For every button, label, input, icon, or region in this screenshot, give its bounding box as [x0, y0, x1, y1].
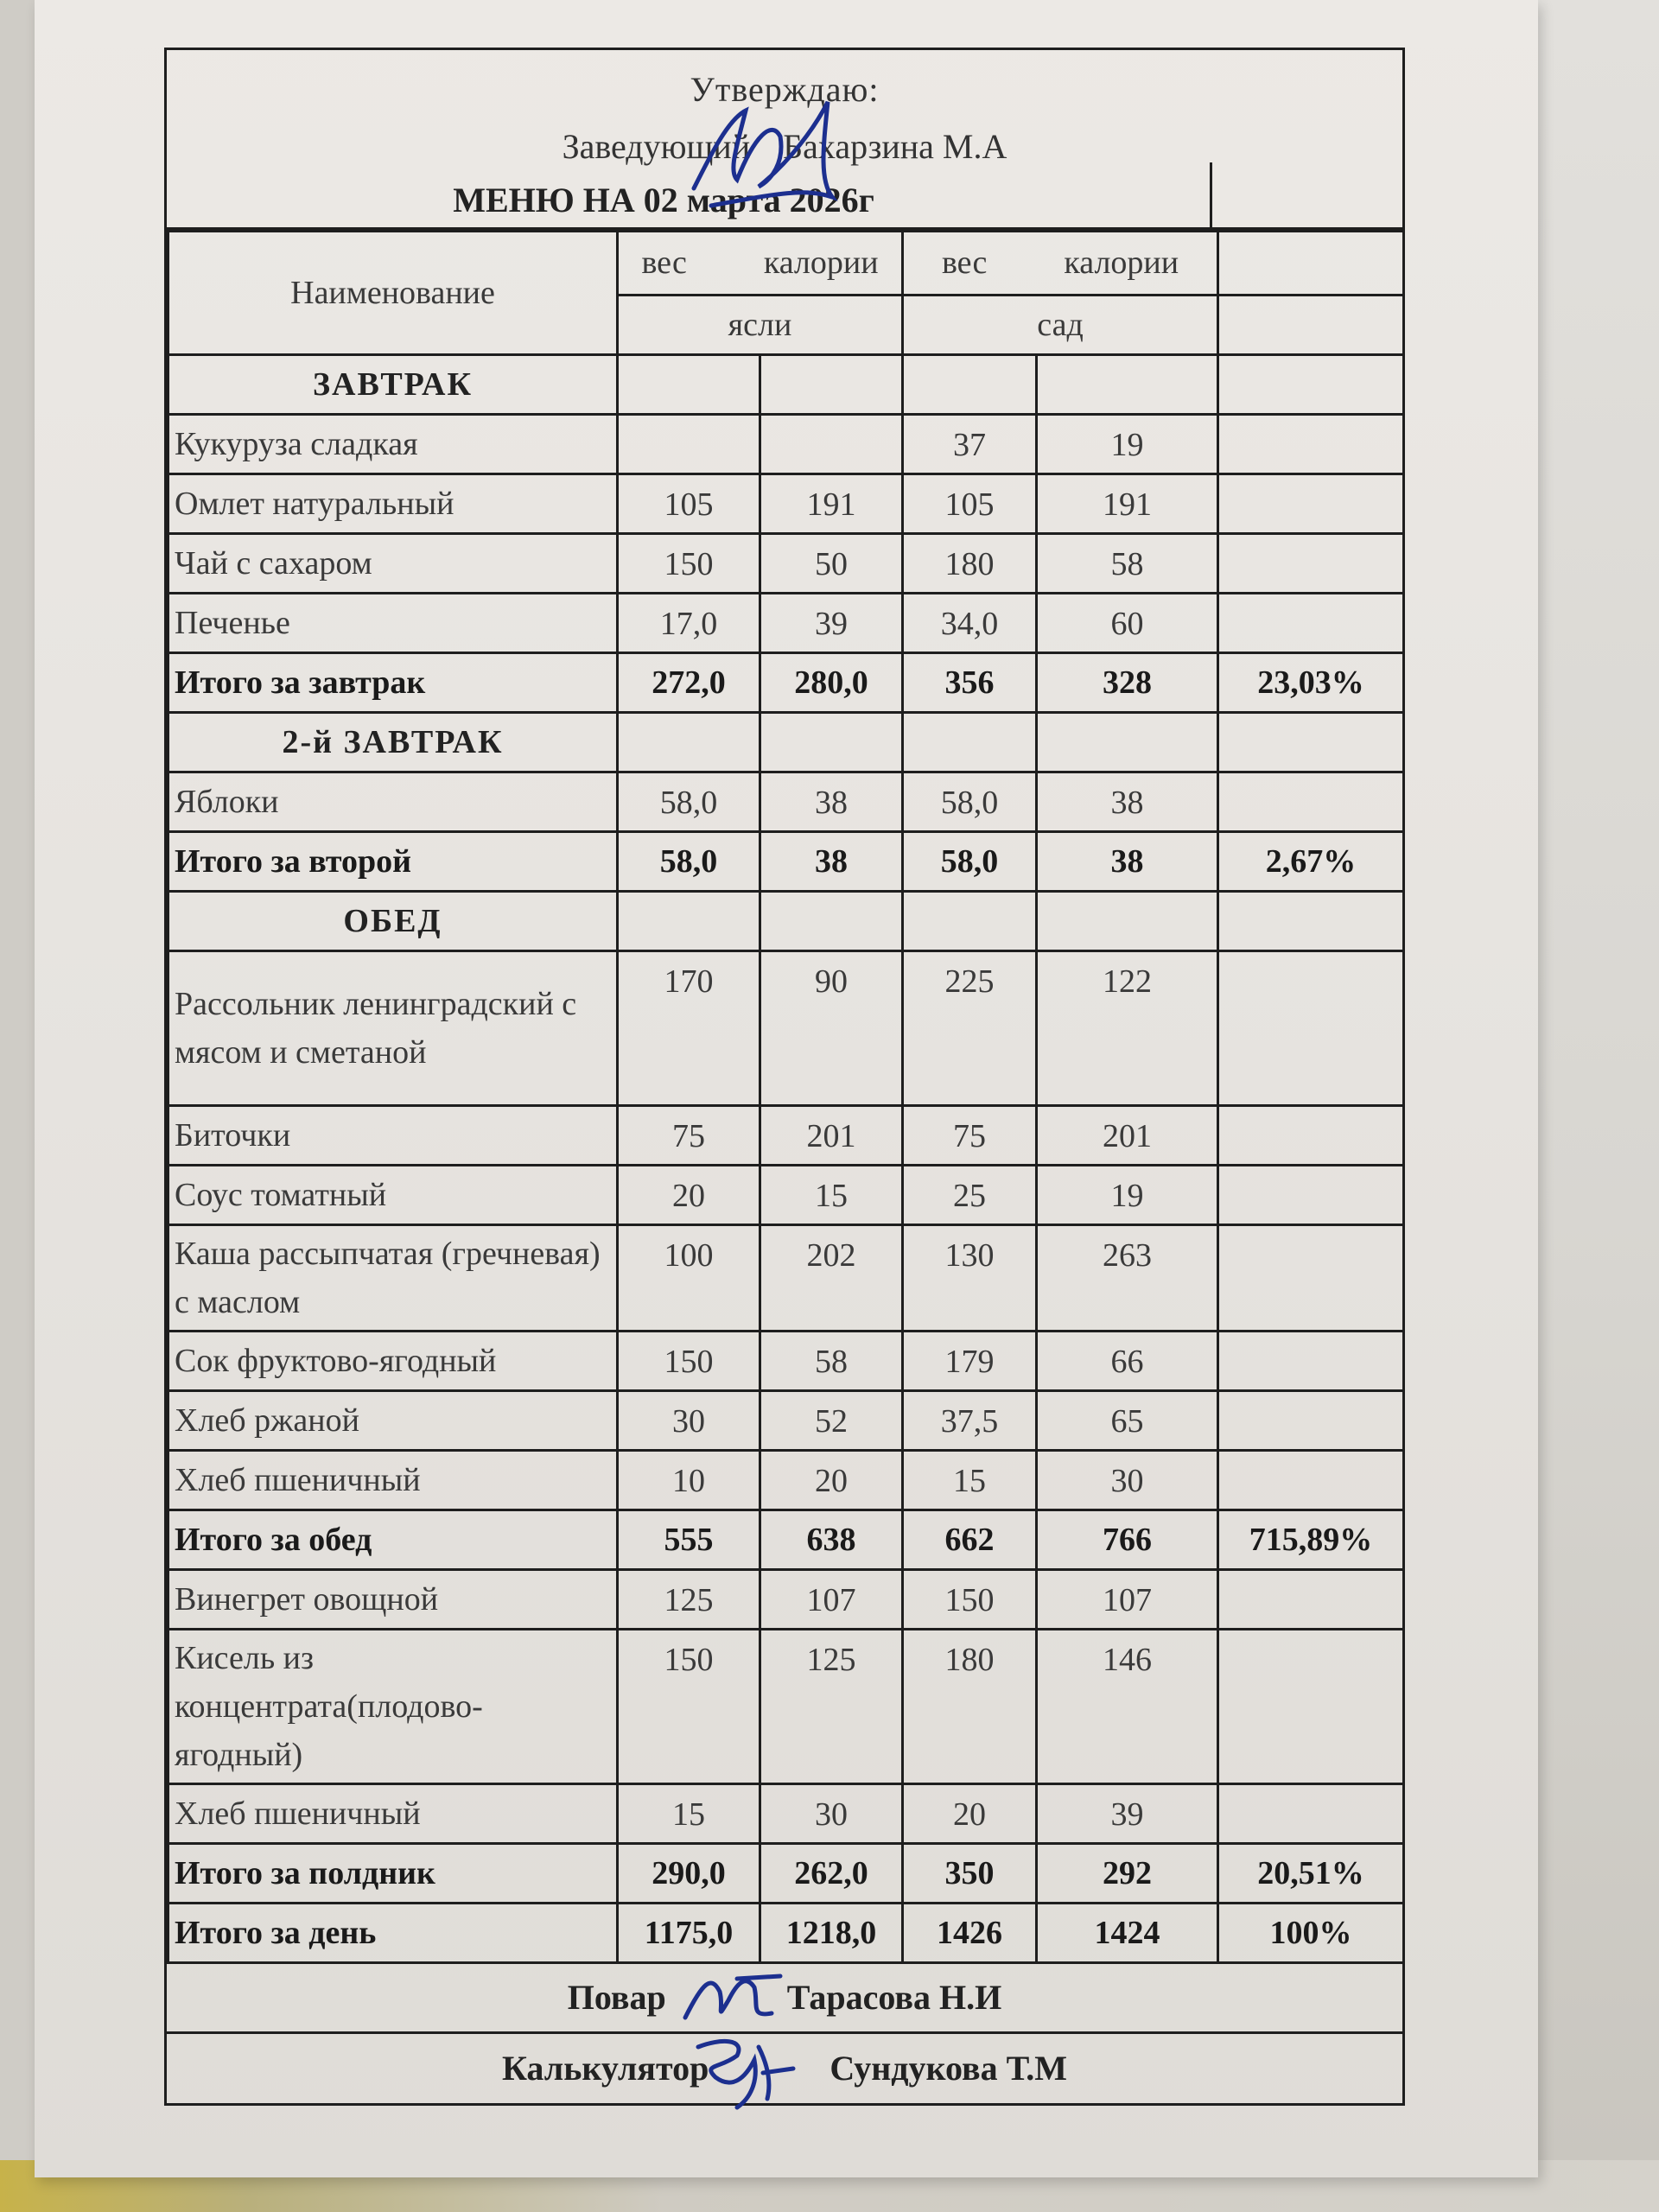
empty-cell: [618, 892, 760, 951]
total-row: [168, 832, 1404, 892]
section-title: ОБЕД: [168, 892, 618, 951]
table-row: [168, 1332, 1404, 1391]
dish-name: Хлеб пшеничный: [168, 1451, 618, 1510]
kindergarten-calories-cell: 39: [1037, 1784, 1218, 1844]
kindergarten-calories-cell: 146: [1037, 1630, 1218, 1784]
page-title: МЕНЮ НА 02 марта 2026г: [453, 181, 874, 219]
nursery-calories-cell: 125: [760, 1630, 903, 1784]
table-row: [168, 594, 1404, 653]
percent-cell: [1218, 594, 1404, 653]
nursery-calories-cell: 201: [760, 1106, 903, 1166]
dish-name: Яблоки: [168, 772, 618, 832]
empty-cell: [618, 355, 760, 415]
empty-cell: [1218, 355, 1404, 415]
kindergarten-calories-cell: 38: [1037, 772, 1218, 832]
total-row: [168, 1510, 1404, 1570]
dish-name: Соус томатный: [168, 1166, 618, 1225]
nursery-weight-cell: 30: [618, 1391, 760, 1451]
empty-cell: [1037, 355, 1218, 415]
nursery-calories-cell: 638: [760, 1510, 903, 1570]
section-row: [168, 892, 1404, 951]
percent-cell: [1218, 1630, 1404, 1784]
kindergarten-group-header: сад: [903, 295, 1218, 355]
table-row: [168, 534, 1404, 594]
empty-cell: [1218, 713, 1404, 772]
dish-name: Омлет натуральный: [168, 474, 618, 534]
percent-cell: [1218, 1784, 1404, 1844]
table-row: [168, 1630, 1404, 1784]
total-row: [168, 1844, 1404, 1904]
kindergarten-calories-cell: 201: [1037, 1106, 1218, 1166]
table-row: [168, 1451, 1404, 1510]
table-row: [168, 772, 1404, 832]
kindergarten-calories-cell: 191: [1037, 474, 1218, 534]
percent-header: [1218, 232, 1404, 296]
nursery-weight-cell: 75: [618, 1106, 760, 1166]
percent-cell: [1218, 1570, 1404, 1630]
dish-name: Хлеб ржаной: [168, 1391, 618, 1451]
nursery-calories-cell: 202: [760, 1225, 903, 1332]
calculator-name: Сундукова Т.М: [830, 2049, 1068, 2088]
nursery-weight-cell: 58,0: [618, 832, 760, 892]
kindergarten-weight-cell: 75: [903, 1106, 1037, 1166]
percent-group-header: [1218, 295, 1404, 355]
kindergarten-calories-cell: 263: [1037, 1225, 1218, 1332]
empty-cell: [760, 892, 903, 951]
kindergarten-calories-cell: 30: [1037, 1451, 1218, 1510]
nursery-weight-cell: 125: [618, 1570, 760, 1630]
nursery-calories-cell: 90: [760, 951, 903, 1106]
kindergarten-weight-cell: 20: [903, 1784, 1037, 1844]
table-row: [168, 951, 1404, 1106]
empty-cell: [760, 713, 903, 772]
cook-name: Тарасова Н.И: [786, 1978, 1002, 2017]
table-row: [168, 474, 1404, 534]
kindergarten-weight-cell: 58,0: [903, 772, 1037, 832]
kindergarten-weight-cell: 356: [903, 653, 1037, 713]
nursery-weight-cell: 150: [618, 1630, 760, 1784]
nursery-calories-cell: 1218,0: [760, 1904, 903, 1963]
nursery-weight-cell: 20: [618, 1166, 760, 1225]
kindergarten-weight-cell: 662: [903, 1510, 1037, 1570]
kindergarten-calories-cell: 38: [1037, 832, 1218, 892]
kindergarten-weight-header: вес: [941, 245, 988, 282]
kindergarten-calories-cell: 19: [1037, 415, 1218, 474]
head-name: Бахарзина М.А: [783, 127, 1007, 166]
kindergarten-weight-cell: 180: [903, 534, 1037, 594]
nursery-weight-cell: 1175,0: [618, 1904, 760, 1963]
percent-cell: 20,51%: [1218, 1844, 1404, 1904]
kindergarten-subheader: [903, 232, 1218, 296]
total-label: Итого за второй: [168, 832, 618, 892]
empty-cell: [903, 355, 1037, 415]
kindergarten-calories-cell: 65: [1037, 1391, 1218, 1451]
percent-cell: [1218, 1166, 1404, 1225]
nursery-weight-cell: 555: [618, 1510, 760, 1570]
dish-name: Печенье: [168, 594, 618, 653]
kindergarten-calories-cell: 292: [1037, 1844, 1218, 1904]
nursery-weight-cell: 10: [618, 1451, 760, 1510]
percent-cell: [1218, 951, 1404, 1106]
kindergarten-weight-cell: 150: [903, 1570, 1037, 1630]
empty-cell: [760, 355, 903, 415]
section-row: [168, 355, 1404, 415]
nursery-calories-header: калории: [763, 245, 879, 282]
background-right: [1529, 0, 1659, 2212]
empty-cell: [903, 892, 1037, 951]
nursery-calories-cell: 38: [760, 772, 903, 832]
calculator-signature-line: [167, 2034, 1402, 2103]
kindergarten-calories-header: калории: [1064, 245, 1179, 282]
cook-signature: [677, 1966, 789, 2035]
column-header-row: [168, 232, 1404, 296]
paper-sheet: [35, 0, 1538, 2177]
nursery-weight-cell: 272,0: [618, 653, 760, 713]
kindergarten-calories-cell: 66: [1037, 1332, 1218, 1391]
nursery-calories-cell: 52: [760, 1391, 903, 1451]
nursery-calories-cell: 30: [760, 1784, 903, 1844]
dish-name: Сок фруктово-ягодный: [168, 1332, 618, 1391]
dish-name: Хлеб пшеничный: [168, 1784, 618, 1844]
header-divider: [1210, 162, 1212, 227]
nursery-weight-cell: 15: [618, 1784, 760, 1844]
nursery-weight-header: вес: [641, 245, 687, 282]
dish-name: Винегрет овощной: [168, 1570, 618, 1630]
kindergarten-calories-cell: 766: [1037, 1510, 1218, 1570]
nursery-calories-cell: 58: [760, 1332, 903, 1391]
calculator-role: Калькулятор: [501, 2049, 709, 2088]
dish-name: Биточки: [168, 1106, 618, 1166]
kindergarten-weight-cell: 25: [903, 1166, 1037, 1225]
nursery-weight-cell: 100: [618, 1225, 760, 1332]
nursery-calories-cell: 15: [760, 1166, 903, 1225]
nursery-calories-cell: [760, 415, 903, 474]
percent-cell: [1218, 415, 1404, 474]
kindergarten-weight-cell: 179: [903, 1332, 1037, 1391]
empty-cell: [903, 713, 1037, 772]
head-line: [167, 126, 1402, 167]
table-row: [168, 1166, 1404, 1225]
section-row: [168, 713, 1404, 772]
nursery-calories-cell: 191: [760, 474, 903, 534]
dish-name: Каша рассыпчатая (гречневая) с маслом: [168, 1225, 618, 1332]
total-label: Итого за день: [168, 1904, 618, 1963]
percent-cell: [1218, 1451, 1404, 1510]
approve-label: Утверждаю:: [690, 70, 880, 109]
percent-cell: [1218, 534, 1404, 594]
kindergarten-calories-cell: 19: [1037, 1166, 1218, 1225]
percent-cell: 23,03%: [1218, 653, 1404, 713]
nursery-calories-cell: 39: [760, 594, 903, 653]
total-label: Итого за завтрак: [168, 653, 618, 713]
table-row: [168, 1225, 1404, 1332]
nursery-calories-cell: 280,0: [760, 653, 903, 713]
cook-signature-line: [167, 1964, 1402, 2034]
empty-cell: [1037, 713, 1218, 772]
kindergarten-weight-cell: 58,0: [903, 832, 1037, 892]
nursery-calories-cell: 107: [760, 1570, 903, 1630]
kindergarten-calories-cell: 58: [1037, 534, 1218, 594]
kindergarten-calories-cell: 60: [1037, 594, 1218, 653]
section-title: 2-й ЗАВТРАК: [168, 713, 618, 772]
menu-document: [164, 48, 1405, 2106]
table-row: [168, 1784, 1404, 1844]
percent-cell: [1218, 1106, 1404, 1166]
nursery-weight-cell: 150: [618, 1332, 760, 1391]
total-label: Итого за полдник: [168, 1844, 618, 1904]
kindergarten-weight-cell: 34,0: [903, 594, 1037, 653]
column-name-header: Наименование: [168, 232, 618, 355]
approval-header: [167, 50, 1402, 230]
total-row: [168, 1904, 1404, 1963]
total-label: Итого за обед: [168, 1510, 618, 1570]
kindergarten-weight-cell: 15: [903, 1451, 1037, 1510]
dish-name: Чай с сахаром: [168, 534, 618, 594]
nursery-calories-cell: 50: [760, 534, 903, 594]
nursery-calories-cell: 38: [760, 832, 903, 892]
percent-cell: 100%: [1218, 1904, 1404, 1963]
kindergarten-weight-cell: 350: [903, 1844, 1037, 1904]
percent-cell: [1218, 772, 1404, 832]
table-row: [168, 1570, 1404, 1630]
kindergarten-weight-cell: 1426: [903, 1904, 1037, 1963]
empty-cell: [1037, 892, 1218, 951]
kindergarten-calories-cell: 1424: [1037, 1904, 1218, 1963]
percent-cell: [1218, 1225, 1404, 1332]
kindergarten-calories-cell: 328: [1037, 653, 1218, 713]
percent-cell: 715,89%: [1218, 1510, 1404, 1570]
nursery-weight-cell: 17,0: [618, 594, 760, 653]
kindergarten-weight-cell: 105: [903, 474, 1037, 534]
dish-name: Рассольник ленинградский с мясом и сметаной: [168, 951, 618, 1106]
empty-cell: [1218, 892, 1404, 951]
kindergarten-calories-cell: 122: [1037, 951, 1218, 1106]
kindergarten-weight-cell: 225: [903, 951, 1037, 1106]
nursery-weight-cell: 105: [618, 474, 760, 534]
table-row: [168, 1106, 1404, 1166]
dish-name: Кукуруза сладкая: [168, 415, 618, 474]
nursery-group-header: ясли: [618, 295, 903, 355]
nursery-weight-cell: 58,0: [618, 772, 760, 832]
percent-cell: [1218, 1391, 1404, 1451]
nursery-weight-cell: [618, 415, 760, 474]
nursery-weight-cell: 170: [618, 951, 760, 1106]
percent-cell: [1218, 474, 1404, 534]
kindergarten-calories-cell: 107: [1037, 1570, 1218, 1630]
kindergarten-weight-cell: 130: [903, 1225, 1037, 1332]
kindergarten-weight-cell: 37: [903, 415, 1037, 474]
kindergarten-weight-cell: 37,5: [903, 1391, 1037, 1451]
nursery-weight-cell: 150: [618, 534, 760, 594]
cook-role: Повар: [567, 1978, 666, 2017]
menu-table: [167, 230, 1405, 1964]
table-row: [168, 1391, 1404, 1451]
section-title: ЗАВТРАК: [168, 355, 618, 415]
nursery-weight-cell: 290,0: [618, 1844, 760, 1904]
nursery-subheader: [618, 232, 903, 296]
empty-cell: [618, 713, 760, 772]
kindergarten-weight-cell: 180: [903, 1630, 1037, 1784]
percent-cell: [1218, 1332, 1404, 1391]
head-role: Заведующий: [562, 127, 751, 166]
total-row: [168, 653, 1404, 713]
nursery-calories-cell: 20: [760, 1451, 903, 1510]
dish-name: Кисель из концентрата(плодово-ягодный): [168, 1630, 618, 1784]
percent-cell: 2,67%: [1218, 832, 1404, 892]
nursery-calories-cell: 262,0: [760, 1844, 903, 1904]
table-row: [168, 415, 1404, 474]
